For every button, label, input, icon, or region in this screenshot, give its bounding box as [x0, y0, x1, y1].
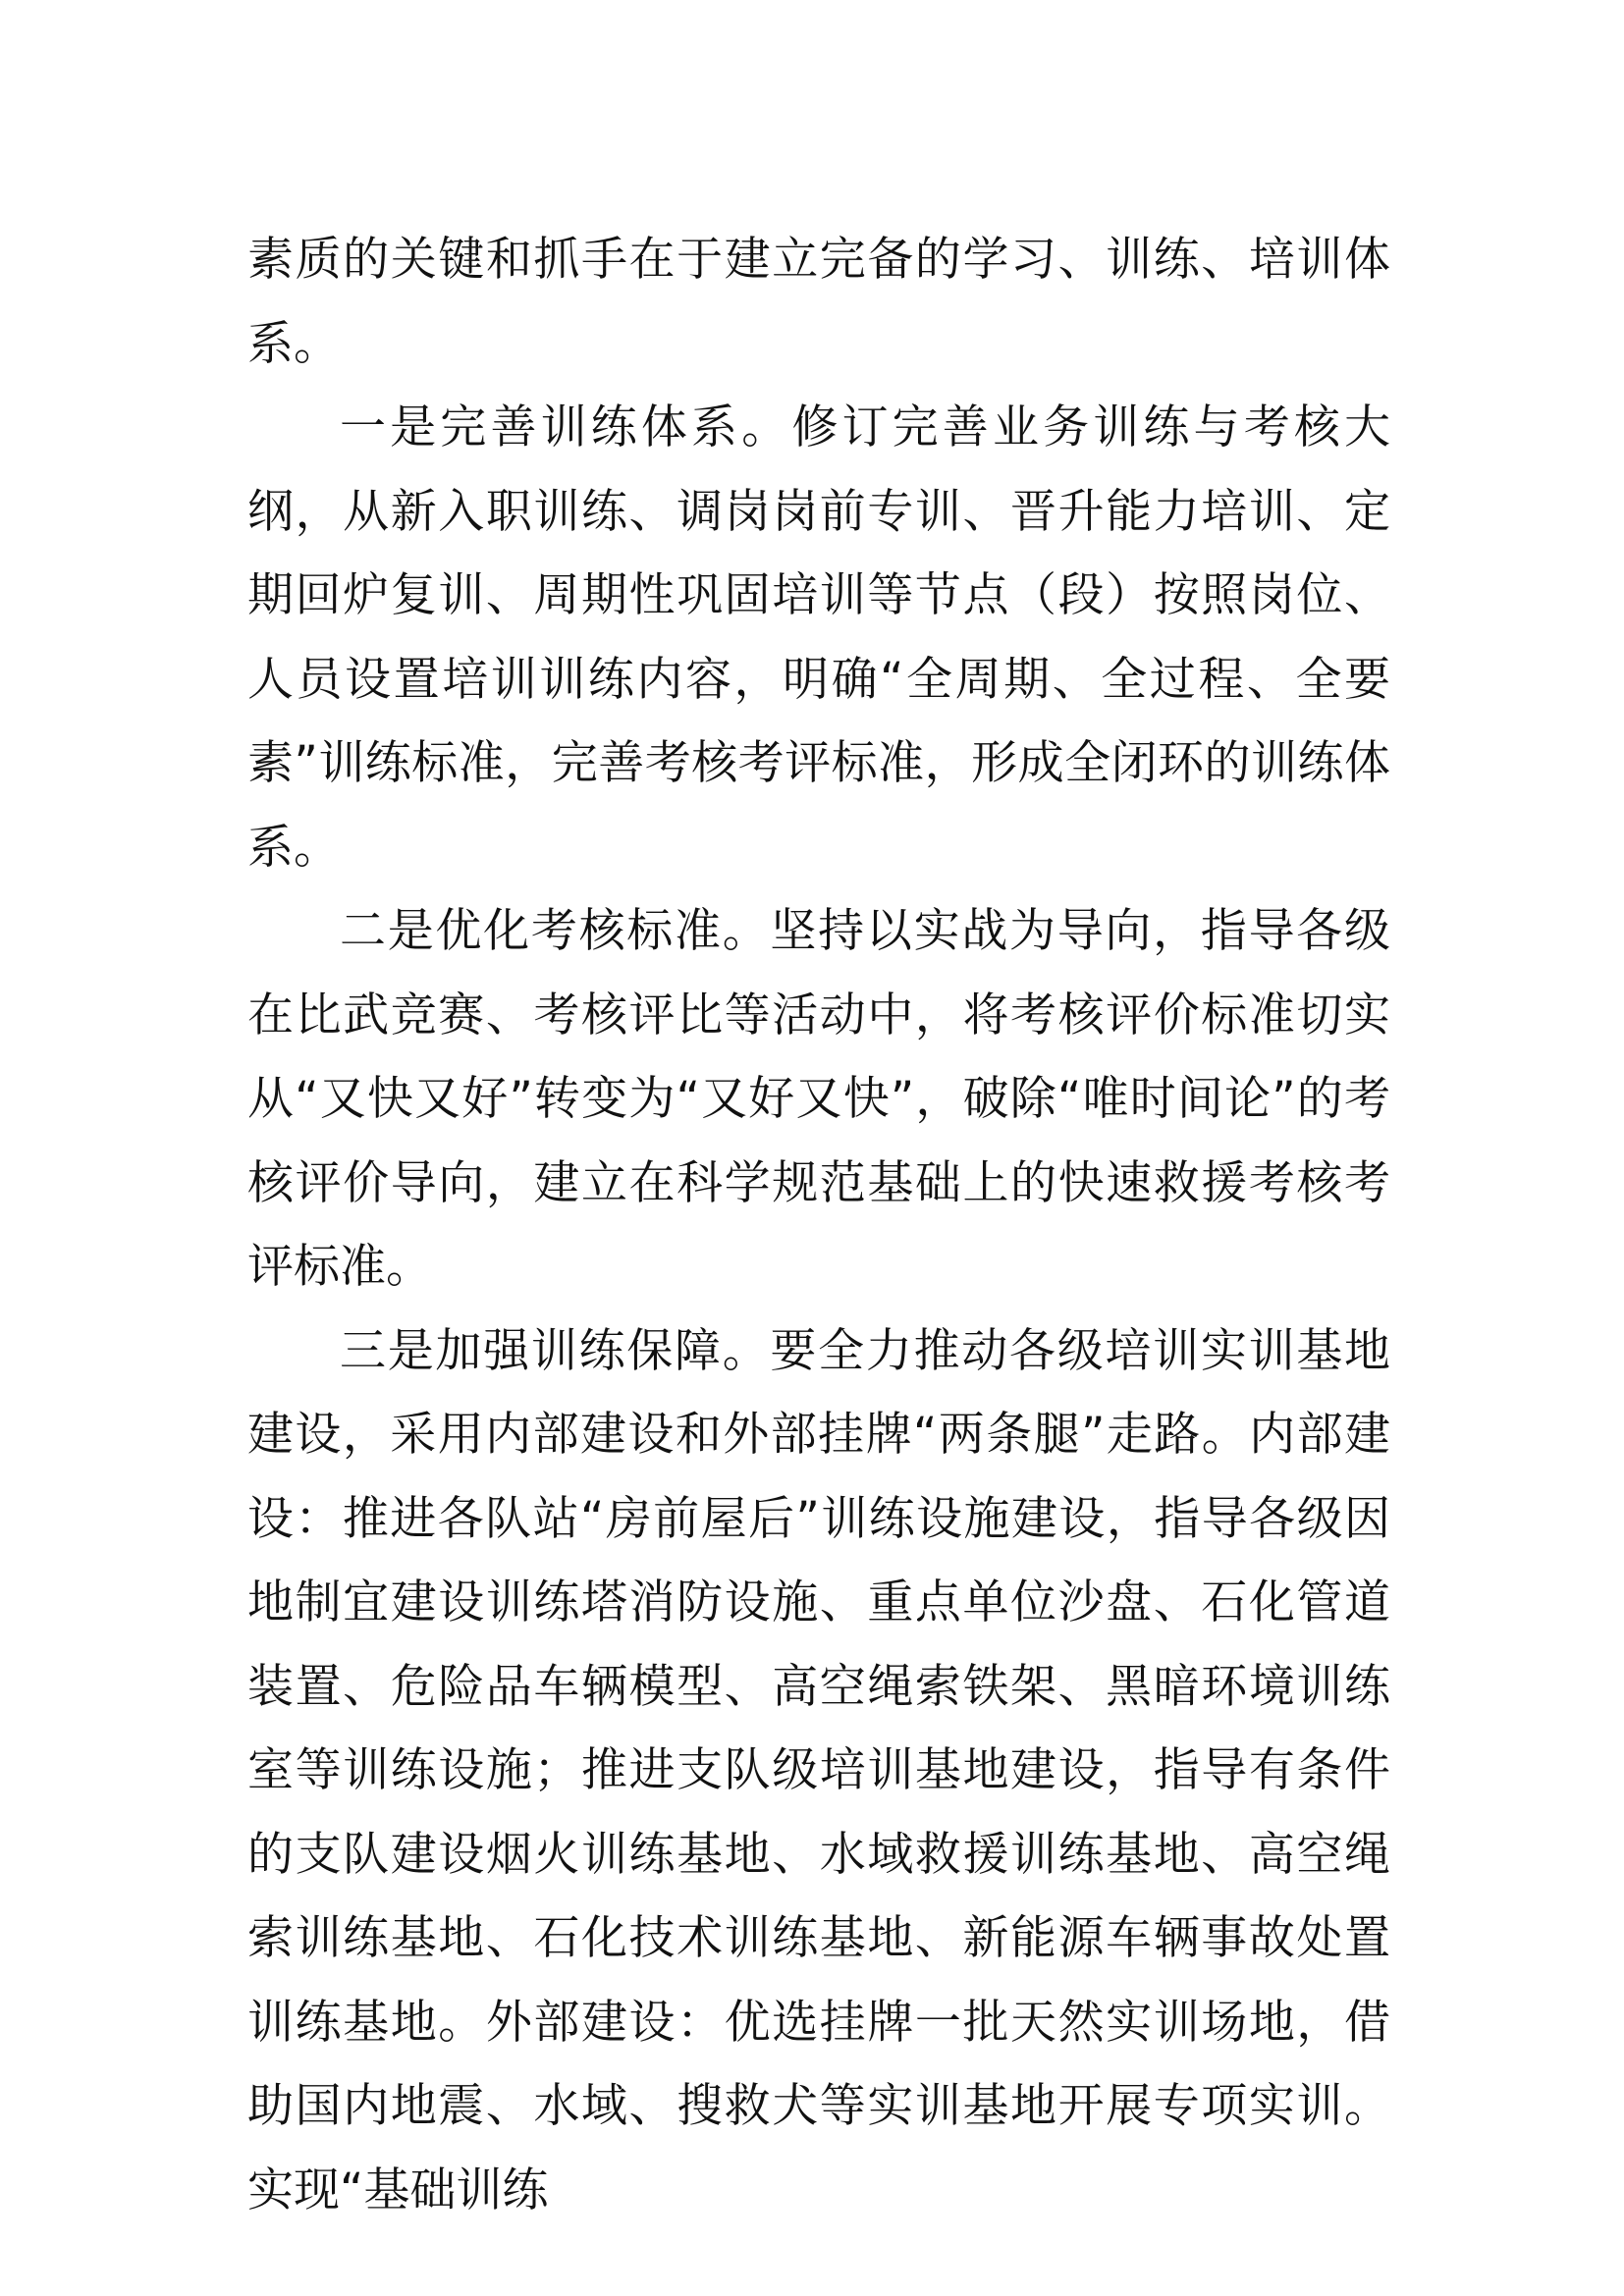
paragraph-training-system: 一是完善训练体系。修订完善业务训练与考核大纲，从新入职训练、调岗岗前专训、晋升能力培训、定期回炉复训、周期性巩固培训等节点（段）按照岗位、人员设置培训训练内容，明确“全周期、全过程、全要素”训练标准，完善考核考评标准，形成全闭环的训练体系。 — [247, 400, 1390, 875]
paragraph-continuation: 素质的关键和抓手在于建立完备的学习、训练、培训体系。 — [247, 233, 1390, 371]
paragraph-assessment-standards: 二是优化考核标准。坚持以实战为导向，指导各级在比武竞赛、考核评比等活动中，将考核评价标准切实从“又快又好”转变为“又好又快”，破除“唯时间论”的考核评价导向，建立在科学规范基础上的快速救援考核考评标准。 — [247, 904, 1390, 1294]
document-page — [247, 218, 1390, 2232]
paragraph-training-support: 三是加强训练保障。要全力推动各级培训实训基地建设，采用内部建设和外部挂牌“两条腿”走路。内部建设：推进各队站“房前屋后”训练设施建设，指导各级因地制宜建设训练塔消防设施、重点单位沙盘、石化管道装置、危险品车辆模型、高空绳索铁架、黑暗环境训练室等训练设施；推进支队级培训基地建设，指导有条件的支队建设烟火训练基地、水域救援训练基地、高空绳索训练基地、石化技术训练基地、新能源车辆事故处置训练基地。外部建设：优选挂牌一批天然实训场地，借助国内地震、水域、搜救犬等实训基地开展专项实训。实现“基础训练 — [247, 1323, 1390, 2217]
